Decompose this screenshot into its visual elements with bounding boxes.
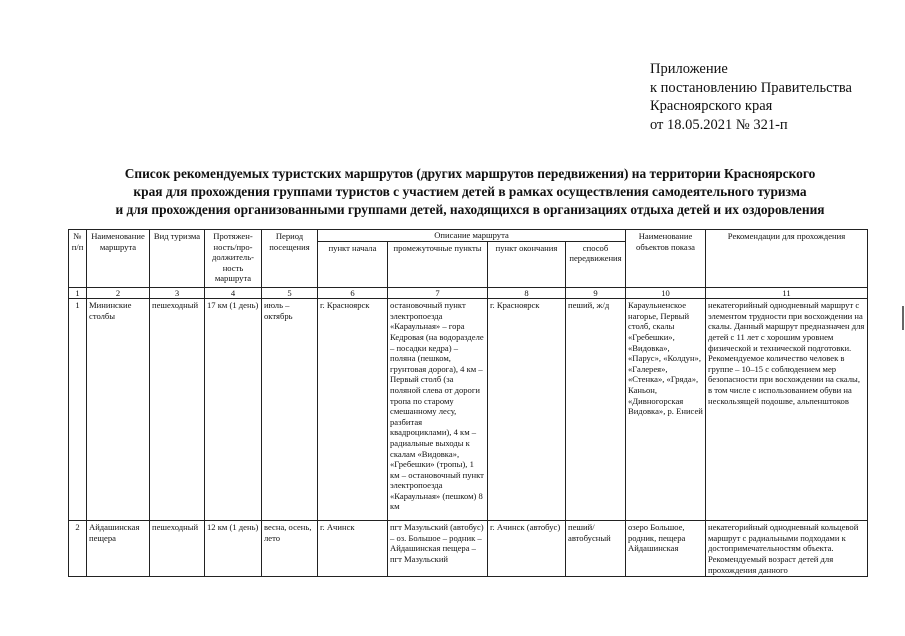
header-row xyxy=(69,230,868,242)
header-route-name: Наименование маршрута xyxy=(87,230,150,288)
row-num: 2 xyxy=(69,521,87,577)
appendix-line: Приложение xyxy=(650,61,728,77)
title-line: и для прохождения организованными группами детей, находящихся в организациях отдыха детей и их оздоровления xyxy=(115,202,825,217)
visit-period: июль – октябрь xyxy=(262,299,318,521)
recommendations: некатегорийный однодневный кольцевой маршрут с радиальными подходами к достопримечательностям объекта. Рекомендуемый возраст детей для прохождения данного xyxy=(706,521,868,577)
title-line: Список рекомендуемых туристских маршрутов (других маршрутов передвижения) на территории Красноярского xyxy=(124,166,816,181)
column-number: 8 xyxy=(488,287,566,299)
column-number: 4 xyxy=(205,287,262,299)
intermediate-points: пгт Мазульский (автобус) – оз. Большое – родник – Айдашинская пещера – пгт Мазульский xyxy=(388,521,488,577)
display-objects: Караульненское нагорье, Первый столб, скалы «Гребешки», «Видовка», «Парус», «Колдун», «Галерея», «Стенка», «Гряда», Каньон, «Дивногорская Видовка», р. Енисей xyxy=(626,299,706,521)
end-point: г. Ачинск (автобус) xyxy=(488,521,566,577)
header-method: способ передвижения xyxy=(566,241,626,287)
column-number: 5 xyxy=(262,287,318,299)
appendix-date-number: от 18.05.2021 № 321-п xyxy=(650,116,788,133)
travel-method: пеший, ж/д xyxy=(566,299,626,521)
start-point: г. Красноярск xyxy=(318,299,388,521)
scan-edge-mark xyxy=(902,306,904,330)
route-length: 17 км (1 день) xyxy=(205,299,262,521)
column-number: 2 xyxy=(87,287,150,299)
tourism-type: пешеходный xyxy=(150,521,205,577)
routes-table xyxy=(68,229,868,577)
column-number: 11 xyxy=(706,287,868,299)
column-number: 9 xyxy=(566,287,626,299)
column-number: 10 xyxy=(626,287,706,299)
tourism-type: пешеходный xyxy=(150,299,205,521)
header-intermediate: промежуточные пункты xyxy=(388,241,488,287)
title-line: края для прохождения группами туристов с участием детей в рамках осуществления самодеятельного туризма xyxy=(133,184,807,199)
route-length: 12 км (1 день) xyxy=(205,521,262,577)
header-description: Описание маршрута xyxy=(318,230,626,242)
end-point: г. Красноярск xyxy=(488,299,566,521)
travel-method: пеший/ автобусный xyxy=(566,521,626,577)
header-recommendations: Рекомендации для прохождения xyxy=(706,230,868,288)
header-end: пункт окончания xyxy=(488,241,566,287)
header-tourism-type: Вид туризма xyxy=(150,230,205,288)
row-num: 1 xyxy=(69,299,87,521)
table-row xyxy=(69,521,868,577)
column-number: 7 xyxy=(388,287,488,299)
start-point: г. Ачинск xyxy=(318,521,388,577)
header-start: пункт начала xyxy=(318,241,388,287)
column-number-row xyxy=(69,287,868,299)
route-name: Мининские столбы xyxy=(87,299,150,521)
recommendations: некатегорийный однодневный маршрут с элементом трудности при восхождении на скалы. Данный маршрут предназначен для детей с 11 лет с хорошим уровнем физической и технической подготовки. Рекомендуемое количество человек в группе – 10–15 с соблюдением мер безопасности при восхождении на скалы, в том числе с использованием обуви на нескользящей подошве, альпенштоков xyxy=(706,299,868,521)
display-objects: озеро Большое, родник, пещера Айдашинская xyxy=(626,521,706,577)
header-length: Протяжен-ность/про-должитель-ность маршрута xyxy=(205,230,262,288)
column-number: 1 xyxy=(69,287,87,299)
visit-period: весна, осень, лето xyxy=(262,521,318,577)
header-num: № п/п xyxy=(69,230,87,288)
intermediate-points: остановочный пункт электропоезда «Караульная» – гора Кедровая (на водоразделе – посадки кедра) – поляна (пешком, грунтовая дорога), 4 км – Первый столб (за поляной слева от дороги тропа по старому смешанному лесу, разбитая квадроциклами), 4 км – радиальные выходы к скалам «Видовка», «Гребешки» (тропы), 1 км – остановочный пункт электропоезда «Караульная» (пешком) 8 км xyxy=(388,299,488,521)
header-objects: Наименование объектов показа xyxy=(626,230,706,288)
column-number: 3 xyxy=(150,287,205,299)
table-row xyxy=(69,299,868,521)
column-number: 6 xyxy=(318,287,388,299)
route-name: Айдашинская пещера xyxy=(87,521,150,577)
appendix-line: к постановлению Правительства xyxy=(650,79,852,96)
appendix-line: Красноярского края xyxy=(650,98,773,114)
document-title xyxy=(40,165,900,219)
header-period: Период посещения xyxy=(262,230,318,288)
appendix-block xyxy=(650,60,900,134)
